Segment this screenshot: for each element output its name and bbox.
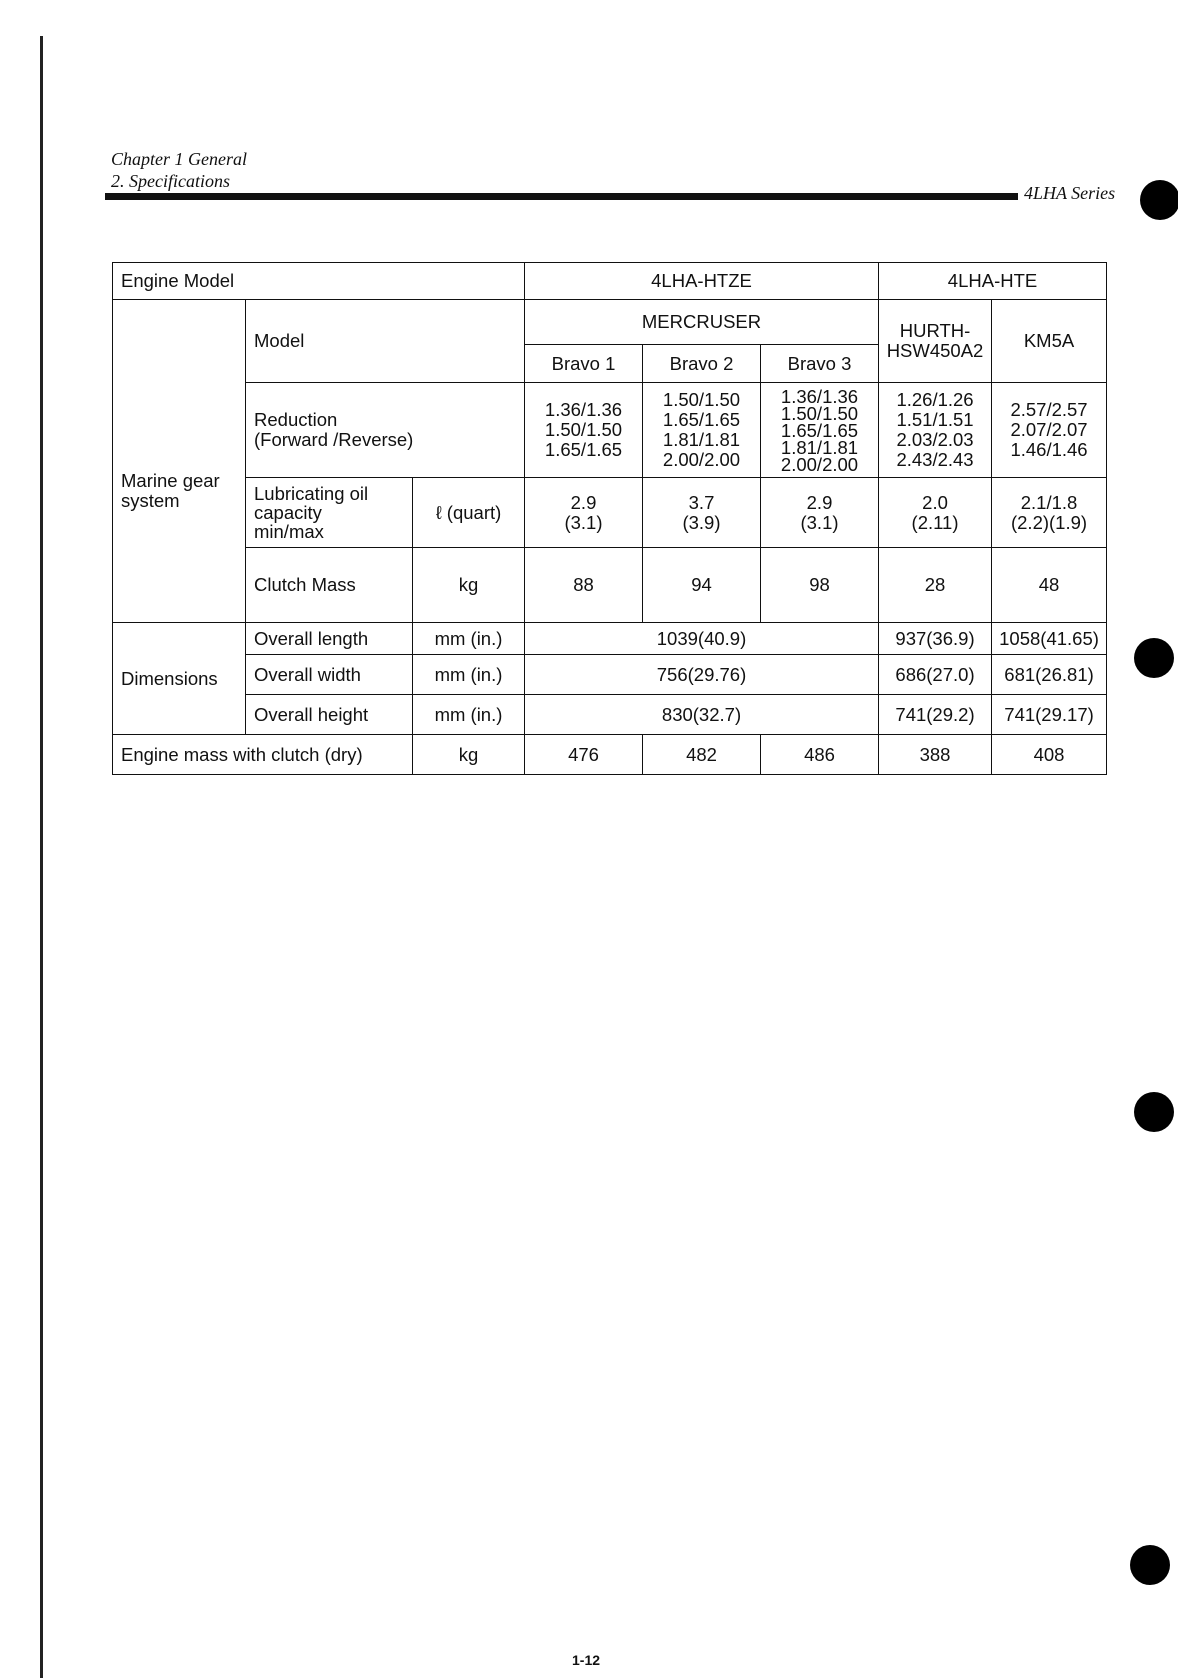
value: 1.36/1.36	[780, 385, 859, 407]
dim-unit: mm (in.)	[413, 655, 525, 695]
value: 1.81/1.81	[780, 436, 859, 458]
table-row	[113, 263, 1107, 300]
width-label: Overall width	[246, 655, 413, 695]
clutch-unit: kg	[413, 548, 525, 623]
clutch-km5a: 48	[992, 548, 1107, 623]
reduction-bravo1	[525, 383, 643, 478]
dimensions-label: Dimensions	[113, 623, 246, 735]
value: 1.51/1.51	[896, 409, 974, 430]
section-title: 2. Specifications	[111, 171, 230, 191]
value: 2.0	[922, 491, 948, 513]
value: 2.03/2.03	[896, 429, 974, 450]
value: (3.1)	[800, 511, 839, 533]
page-header	[111, 148, 247, 192]
reduction-label-line: (Forward /Reverse)	[254, 429, 414, 450]
engine-mass-km5a: 408	[992, 735, 1107, 775]
value: (3.1)	[564, 511, 603, 533]
value: 1.81/1.81	[662, 429, 741, 450]
height-label: Overall height	[246, 695, 413, 735]
punch-hole-icon	[1134, 1092, 1174, 1132]
engine-mass-unit: kg	[413, 735, 525, 775]
engine-mass-bravo1: 476	[525, 735, 643, 775]
height-htze: 830(32.7)	[525, 695, 879, 735]
clutch-bravo2: 94	[643, 548, 761, 623]
reduction-label	[246, 383, 525, 478]
table-row	[113, 735, 1107, 775]
value: 1.50/1.50	[780, 402, 859, 424]
km5a-header: KM5A	[992, 300, 1107, 383]
lube-bravo1	[525, 478, 643, 548]
lube-unit: ℓ (quart)	[413, 478, 525, 548]
table-row	[113, 695, 1107, 735]
value: (2.2)(1.9)	[1010, 511, 1088, 533]
reduction-bravo2	[643, 383, 761, 478]
table-row	[113, 383, 1107, 478]
lube-label-line: min/max	[254, 521, 324, 542]
value: 1.65/1.65	[544, 439, 623, 460]
table-row	[113, 478, 1107, 548]
bravo2-header: Bravo 2	[643, 345, 761, 383]
header-rule	[105, 193, 1018, 200]
hurth-header: HURTH-HSW450A2	[879, 300, 992, 383]
marine-gear-label: Marine gear system	[113, 300, 246, 623]
lube-bravo2	[643, 478, 761, 548]
page-number: 1-12	[572, 1652, 601, 1668]
length-km5a: 1058(41.65)	[992, 623, 1107, 655]
value: 1.50/1.50	[544, 419, 623, 440]
reduction-bravo3	[761, 383, 879, 478]
value: 2.00/2.00	[662, 449, 741, 470]
spec-table	[112, 262, 1107, 775]
width-hurth: 686(27.0)	[879, 655, 992, 695]
height-hurth: 741(29.2)	[879, 695, 992, 735]
length-hurth: 937(36.9)	[879, 623, 992, 655]
series-label: 4LHA Series	[1024, 183, 1116, 203]
value: 2.9	[806, 491, 833, 513]
punch-hole-icon	[1140, 180, 1178, 220]
engine-mass-label: Engine mass with clutch (dry)	[113, 735, 413, 775]
engine-mass-hurth: 388	[879, 735, 992, 775]
lube-hurth	[879, 478, 992, 548]
reduction-label-line: Reduction	[254, 409, 338, 430]
lube-label-line: Lubricating oil	[254, 483, 369, 504]
value: 2.07/2.07	[1010, 419, 1088, 440]
dim-unit: mm (in.)	[413, 695, 525, 735]
value: 1.65/1.65	[780, 419, 859, 441]
length-label: Overall length	[246, 623, 413, 655]
lube-bravo3	[761, 478, 879, 548]
clutch-mass-label: Clutch Mass	[246, 548, 413, 623]
value: 2.9	[570, 491, 597, 513]
value: 1.46/1.46	[1010, 439, 1088, 460]
table-row	[113, 548, 1107, 623]
value: 2.57/2.57	[1010, 399, 1088, 420]
clutch-bravo3: 98	[761, 548, 879, 623]
mercruser-header: MERCRUSER	[525, 300, 879, 345]
value: 3.7	[688, 491, 715, 513]
engine-model-label: Engine Model	[113, 263, 525, 300]
binding-line	[40, 36, 43, 1678]
bravo3-header: Bravo 3	[761, 345, 879, 383]
value: 1.65/1.65	[662, 409, 741, 430]
height-km5a: 741(29.17)	[992, 695, 1107, 735]
lube-km5a	[992, 478, 1107, 548]
value: 2.1/1.8	[1020, 491, 1078, 513]
value: (3.9)	[682, 511, 721, 533]
lube-label	[246, 478, 413, 548]
lube-label-line: capacity	[254, 502, 322, 523]
width-km5a: 681(26.81)	[992, 655, 1107, 695]
punch-hole-icon	[1130, 1545, 1170, 1585]
value: 2.00/2.00	[780, 453, 859, 475]
value: 1.26/1.26	[896, 389, 974, 410]
value: 1.50/1.50	[662, 389, 741, 410]
reduction-hurth	[879, 383, 992, 478]
punch-hole-icon	[1134, 638, 1174, 678]
length-htze: 1039(40.9)	[525, 623, 879, 655]
table-row	[113, 655, 1107, 695]
value: 2.43/2.43	[896, 449, 974, 470]
clutch-bravo1: 88	[525, 548, 643, 623]
model-label: Model	[246, 300, 525, 383]
engine-mass-bravo3: 486	[761, 735, 879, 775]
model-4lha-htze: 4LHA-HTZE	[525, 263, 879, 300]
reduction-km5a	[992, 383, 1107, 478]
value: (2.11)	[911, 511, 959, 533]
value: 1.36/1.36	[544, 399, 623, 420]
table-row	[113, 623, 1107, 655]
bravo1-header: Bravo 1	[525, 345, 643, 383]
engine-mass-bravo2: 482	[643, 735, 761, 775]
width-htze: 756(29.76)	[525, 655, 879, 695]
clutch-hurth: 28	[879, 548, 992, 623]
table-row	[113, 300, 1107, 345]
dim-unit: mm (in.)	[413, 623, 525, 655]
model-4lha-hte: 4LHA-HTE	[879, 263, 1107, 300]
chapter-title: Chapter 1 General	[111, 149, 247, 169]
